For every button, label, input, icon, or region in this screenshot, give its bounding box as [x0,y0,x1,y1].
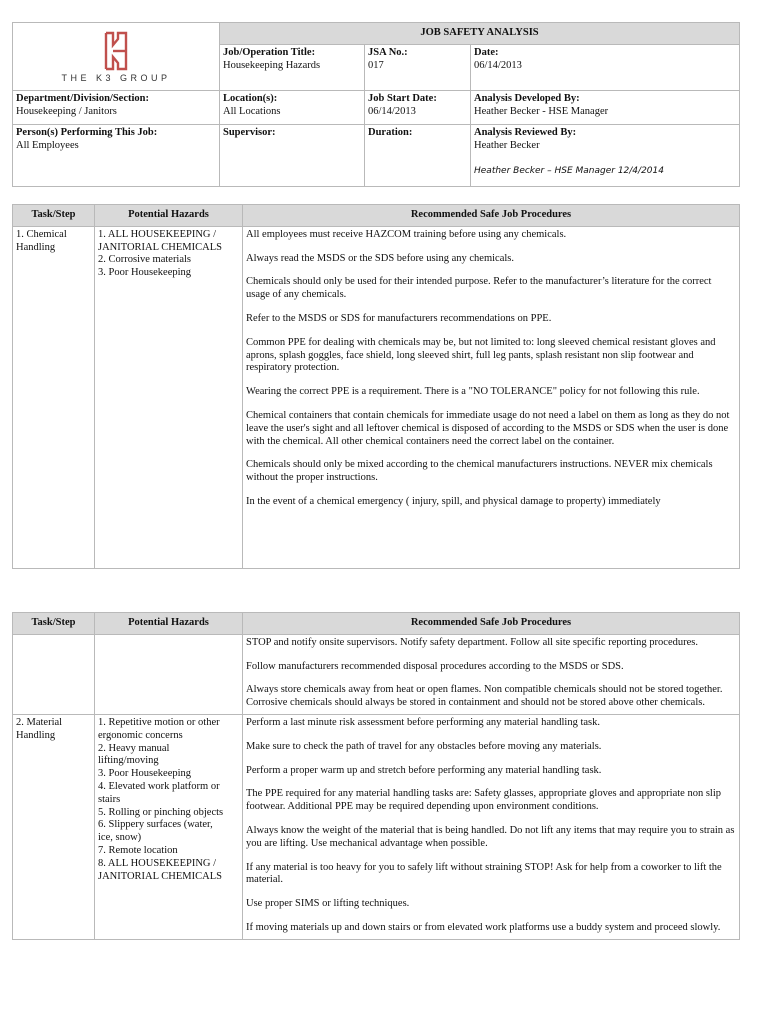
procedure-item: Always read the MSDS or the SDS before using any chemicals. [246,252,514,264]
location-value: All Locations [223,105,281,117]
persons-value: All Employees [16,139,79,151]
location-label: Location(s): [223,92,278,104]
col-header-task: Task/Step [13,205,95,227]
persons-label: Person(s) Performing This Job: [16,126,158,138]
developed-by-label: Analysis Developed By: [474,92,580,104]
job-start-cell [365,90,471,124]
procedure-item: Chemical containers that contain chemicals for immediate usage do not need a label on them as long as they do not leave the user's sight and all leftover chemical is disposed of according to the MSDS or SDS when the user is done with the chemical. All other chemical containers need the correct label on the container. [246,409,730,447]
procedure-item: Refer to the MSDS or SDS for manufacturers recommendations on PPE. [246,312,552,324]
col-header-hazards: Potential Hazards [95,613,243,635]
persons-cell [13,124,220,186]
procedure-item: In the event of a chemical emergency ( injury, spill, and physical damage to property) immediately [246,495,661,507]
procedure-item: Always know the weight of the material that is being handled. Do not lift any items that may require you to strain as you are lifting. Use mechanical advantage when possible. [246,824,735,849]
procedure-item: Chemicals should only be used for their intended purpose. Refer to the manufacturer’s literature for the correct usage of any chemicals. [246,276,712,301]
reviewed-by-label: Analysis Reviewed By: [474,126,577,138]
task-step-1: 1. Chemical Handling [16,228,67,253]
procedure-item: All employees must receive HAZCOM training before using any chemicals. [246,228,567,240]
jsa-no-label: JSA No.: [368,46,408,58]
procedure-item: Chemicals should only be mixed according to the chemical manufacturers instructions. NEVER mix chemicals without the proper instructions. [246,459,713,484]
form-title: JOB SAFETY ANALYSIS [220,23,740,45]
job-title-cell [220,44,365,90]
jsa-header-table [12,22,740,187]
developed-by-value: Heather Becker - HSE Manager [474,105,609,117]
procedure-item: STOP and notify onsite supervisors. Notify safety department. Follow all site specific reporting procedures. [246,636,698,648]
jsa-no-value: 017 [368,59,384,71]
hazards-step-1: 1. ALL HOUSEKEEPING / JANITORIAL CHEMICALS 2. Corrosive materials 3. Poor Housekeeping [98,228,222,279]
job-start-value: 06/14/2013 [368,105,416,117]
task-cell [13,226,95,568]
procedure-item: Common PPE for dealing with chemicals may be, but not limited to: long sleeved chemical resistant gloves and aprons, splash goggles, face shield, long sleeved shirt, full leg pants, splash resistant non slip footwear and respiratory protection. [246,336,716,374]
signature: Heather Becker – HSE Manager 12/4/2014 [474,166,664,177]
duration-cell [365,124,471,186]
procedures-cell [243,714,740,939]
duration-label: Duration: [368,126,413,138]
procedures-cell [243,226,740,568]
department-label: Department/Division/Section: [16,92,149,104]
procedure-item: Follow manufacturers recommended disposal procedures according to the MSDS or SDS. [246,660,624,672]
department-value: Housekeeping / Janitors [16,105,117,117]
task-cell-continued [13,634,95,714]
task-cell [13,714,95,939]
reviewed-by-value: Heather Becker [474,139,540,151]
hazards-cell [95,714,243,939]
job-start-label: Job Start Date: [368,92,437,104]
hazards-step-2: 1. Repetitive motion or other ergonomic concerns 2. Heavy manual lifting/moving 3. Poor Housekeeping 4. Elevated work platform or stairs 5. Rolling or pinching objects 6. Slippery surfaces (water, ice, snow) 7. Remote location 8. ALL HOUSEKEEPING / JANITORIAL CHEMICALS [98,716,224,882]
jsa-no-cell [365,44,471,90]
date-label: Date: [474,46,499,58]
col-header-hazards: Potential Hazards [95,205,243,227]
date-value: 06/14/2013 [474,59,522,71]
col-header-task: Task/Step [13,613,95,635]
location-cell [220,90,365,124]
hazards-cell [95,226,243,568]
hazards-cell-continued [95,634,243,714]
procedure-item: If moving materials up and down stairs or from elevated work platforms use a buddy system and proceed slowly. [246,921,721,933]
col-header-procedures: Recommended Safe Job Procedures [243,205,740,227]
col-header-procedures: Recommended Safe Job Procedures [243,613,740,635]
job-title-value: Housekeeping Hazards [223,59,321,71]
task-step-2: 2. Material Handling [16,716,63,741]
procedure-item: Wearing the correct PPE is a requirement. There is a "NO TOLERANCE" policy for not following this rule. [246,386,700,398]
procedure-item: The PPE required for any material handling tasks are: Safety glasses, appropriate gloves and appropriate non slip footwear. Additional PPE may be required depending upon environment conditions. [246,788,721,813]
procedure-item: If any material is too heavy for you to safely lift without straining STOP! Ask for help from a coworker to lift the material. [246,861,722,886]
reviewed-by-cell [471,124,740,186]
procedure-item: Make sure to check the path of travel for any obstacles before moving any materials. [246,740,602,752]
logo-text: THE K3 GROUP [61,73,171,83]
procedure-item: Perform a proper warm up and stretch before performing any material handling task. [246,764,602,776]
logo-cell [13,23,220,91]
procedures-cell-continued [243,634,740,714]
k3-logo-icon [103,31,129,71]
date-cell [471,44,740,90]
procedure-item: Perform a last minute risk assessment before performing any material handling task. [246,716,600,728]
task-table-page-2 [12,612,740,940]
task-table-page-1 [12,204,740,569]
supervisor-label: Supervisor: [223,126,276,138]
department-cell [13,90,220,124]
procedure-item: Use proper SIMS or lifting techniques. [246,898,410,910]
developed-by-cell [471,90,740,124]
supervisor-cell [220,124,365,186]
procedure-item: Always store chemicals away from heat or open flames. Non compatible chemicals should not be stored together. Corrosive chemicals should always be stored in containment and should not be stored above other chemicals. [246,684,723,709]
job-title-label: Job/Operation Title: [223,46,316,58]
